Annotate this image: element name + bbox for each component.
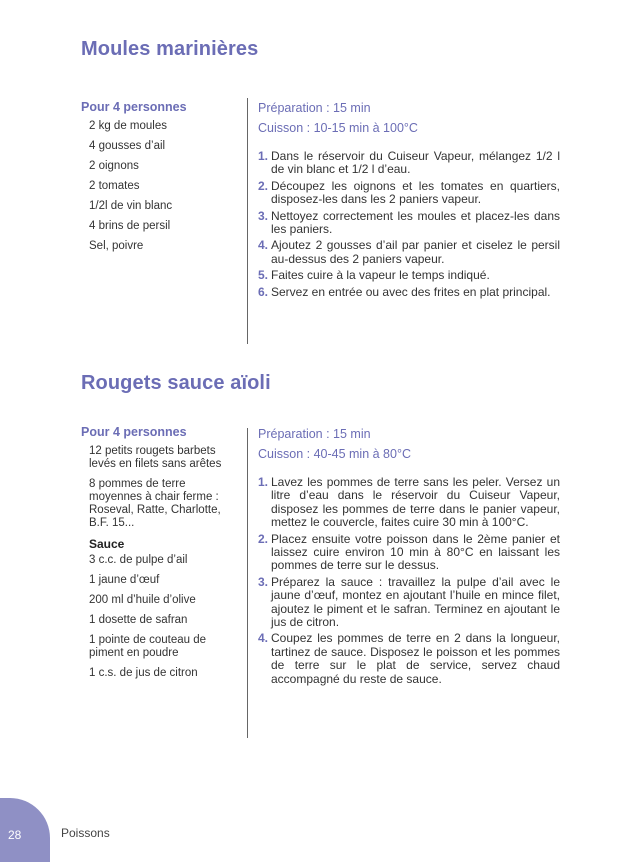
recipe-title: Rougets sauce aïoli	[81, 372, 271, 394]
steps-list	[258, 476, 560, 686]
step: 1. Dans le réservoir du Cuiseur Vapeur, mélangez 1/2 l de vin blanc et 1/2 l d’eau.	[258, 149, 560, 177]
ingredient: 8 pommes de terre moyennes à chair ferme : Roseval, Ratte, Charlotte, B.F. 15...	[89, 478, 221, 529]
step: 6. Servez en entrée ou avec des frites en plat principal.	[258, 284, 551, 299]
method-column	[258, 98, 560, 302]
ingredient: Sel, poivre	[89, 240, 144, 252]
ingredients-column	[81, 100, 241, 260]
page-number: 28	[8, 828, 22, 842]
step: 3. Préparez la sauce : travaillez la pulpe d’ail avec le jaune d’œuf, montez en ajoutant l’huile en mince filet, ajoutez le piment et le safran. Terminez en ajoutant le jus de citron.	[258, 574, 560, 630]
cooking-time: Cuisson : 10-15 min à 100°C	[258, 121, 418, 135]
step: 4. Ajoutez 2 gousses d’ail par panier et ciselez le persil au-dessus des 2 paniers vapeur.	[258, 238, 560, 266]
ingredient: 2 kg de moules	[89, 120, 167, 132]
ingredient: 1 dosette de safran	[89, 614, 188, 626]
step: 2. Placez ensuite votre poisson dans le 2ème panier et laissez cuire environ 10 min à 80°C en laissant les pommes de terre sur le dessus.	[258, 531, 560, 573]
ingredient: 3 c.c. de pulpe d’ail	[89, 554, 188, 566]
step: 5. Faites cuire à la vapeur le temps indiqué.	[258, 268, 490, 283]
ingredient: 200 ml d’huile d’olive	[89, 594, 196, 606]
ingredient: 4 gousses d’ail	[89, 140, 166, 152]
ingredient: 1 c.s. de jus de citron	[89, 667, 198, 679]
step: 2. Découpez les oignons et les tomates en quartiers, disposez-les dans les 2 paniers vapeur.	[258, 178, 560, 207]
cooking-time: Cuisson : 40-45 min à 80°C	[258, 447, 411, 461]
ingredient: 1/2l de vin blanc	[89, 200, 173, 212]
preparation-time: Préparation : 15 min	[258, 427, 371, 441]
ingredient: 2 oignons	[89, 160, 139, 172]
servings: Pour 4 personnes	[81, 425, 187, 439]
method-column	[258, 424, 560, 689]
servings: Pour 4 personnes	[81, 100, 187, 114]
preparation-time: Préparation : 15 min	[258, 101, 371, 115]
step: 3. Nettoyez correctement les moules et placez-les dans les paniers.	[258, 208, 560, 237]
section-name: Poissons	[61, 826, 110, 840]
ingredient: 1 jaune d’œuf	[89, 574, 160, 586]
ingredients-column	[81, 425, 241, 687]
recipe-title: Moules marinières	[81, 38, 259, 60]
column-divider	[247, 98, 248, 344]
steps-list	[258, 150, 560, 299]
ingredient: 1 pointe de couteau de piment en poudre	[89, 634, 207, 659]
column-divider	[247, 428, 248, 738]
ingredient: 12 petits rougets barbets levés en filets sans arêtes	[89, 445, 222, 470]
ingredient: 4 brins de persil	[89, 220, 171, 232]
sauce-heading: Sauce	[89, 537, 125, 551]
step: 4. Coupez les pommes de terre en 2 dans la longueur, tartinez de sauce. Disposez le poisson et les pommes de terre sur le plat de service, servez chaud accompagné du reste de sauce.	[258, 631, 560, 686]
ingredient: 2 tomates	[89, 180, 140, 192]
step: 1. Lavez les pommes de terre sans les peler. Versez un litre d’eau dans le réservoir du Cuiseur Vapeur, disposez les pommes de terre dans le panier vapeur, mettez le couvercle, faites cuire 30 min à 100°C.	[258, 475, 560, 530]
